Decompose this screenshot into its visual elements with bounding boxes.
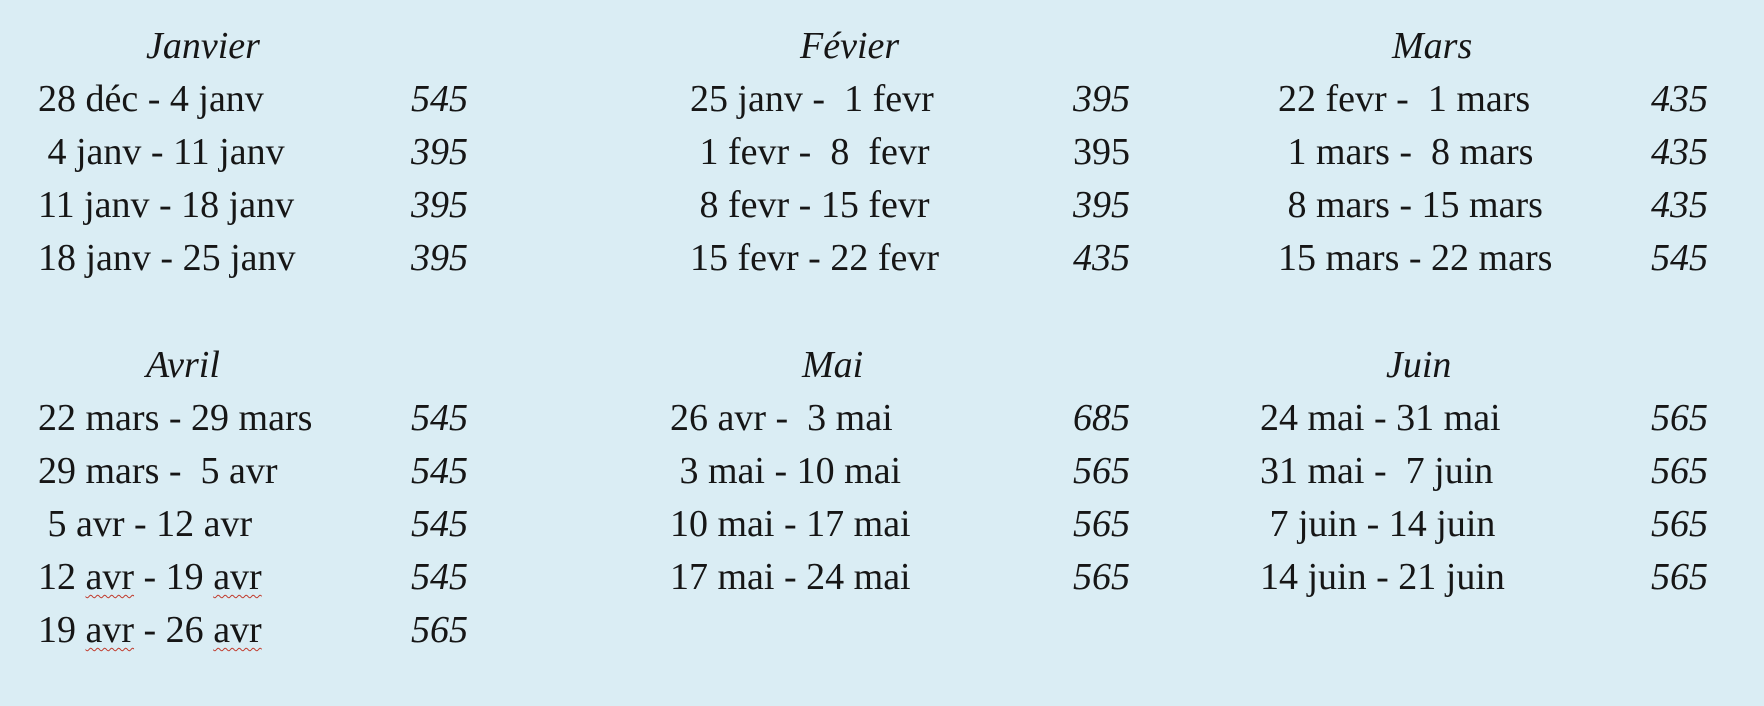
- week-dates: 5 avr - 12 avr: [38, 503, 253, 545]
- week-price: 565: [411, 609, 468, 651]
- week-dates: 10 mai - 17 mai: [670, 503, 911, 545]
- week-price: 545: [411, 556, 468, 598]
- week-dates: [38, 554, 262, 600]
- week-price: 565: [1651, 397, 1708, 439]
- week-dates: 25 janv - 1 fevr: [690, 78, 934, 120]
- week-price: 395: [411, 131, 468, 173]
- week-price: 395: [1073, 184, 1130, 226]
- week-price: 395: [1073, 78, 1130, 120]
- week-dates: 22 fevr - 1 mars: [1278, 78, 1531, 120]
- month-title: Mars: [1392, 25, 1473, 67]
- week-price: 545: [411, 78, 468, 120]
- week-row: [1258, 554, 1758, 600]
- week-dates: 28 déc - 4 janv: [38, 78, 264, 120]
- spellcheck-word: avr: [85, 609, 135, 651]
- month-title: Juin: [1386, 344, 1452, 386]
- week-row: [0, 607, 500, 653]
- spellcheck-word: avr: [85, 556, 135, 598]
- week-price: 435: [1651, 184, 1708, 226]
- month-title: Févier: [800, 25, 900, 67]
- spellcheck-word: avr: [213, 556, 262, 598]
- week-dates: 26 avr - 3 mai: [670, 397, 893, 439]
- month-title: Avril: [146, 344, 220, 386]
- week-dates: 15 mars - 22 mars: [1278, 237, 1553, 279]
- week-dates: 3 mai - 10 mai: [670, 450, 902, 492]
- date-text: - 26: [134, 609, 214, 651]
- week-price: 435: [1651, 131, 1708, 173]
- week-row: [654, 554, 1154, 600]
- week-dates: 8 fevr - 15 fevr: [690, 184, 930, 226]
- week-price: 565: [1073, 556, 1130, 598]
- week-dates: 18 janv - 25 janv: [38, 237, 296, 279]
- week-row: [0, 554, 500, 600]
- week-price: 395: [1073, 131, 1130, 173]
- week-row: [654, 448, 1154, 494]
- week-dates: 24 mai - 31 mai: [1260, 397, 1501, 439]
- week-row: [654, 182, 1154, 228]
- week-row: [0, 501, 500, 547]
- week-dates: 1 mars - 8 mars: [1278, 131, 1534, 173]
- week-row: [0, 395, 500, 441]
- week-dates: 29 mars - 5 avr: [38, 450, 278, 492]
- week-row: [0, 182, 500, 228]
- week-row: [654, 395, 1154, 441]
- week-row: [654, 501, 1154, 547]
- week-price: 545: [411, 450, 468, 492]
- week-price: 545: [411, 503, 468, 545]
- week-price: 565: [1073, 450, 1130, 492]
- week-row: [654, 129, 1154, 175]
- week-price: 435: [1073, 237, 1130, 279]
- month-title: Mai: [802, 344, 864, 386]
- week-price: 565: [1651, 556, 1708, 598]
- week-price: 565: [1651, 450, 1708, 492]
- week-dates: 15 fevr - 22 fevr: [690, 237, 940, 279]
- spellcheck-word: avr: [213, 609, 262, 651]
- week-price: 685: [1073, 397, 1130, 439]
- week-dates: 8 mars - 15 mars: [1278, 184, 1543, 226]
- week-row: [654, 76, 1154, 122]
- week-dates: 4 janv - 11 janv: [38, 131, 285, 173]
- week-price: 395: [411, 237, 468, 279]
- week-dates: 7 juin - 14 juin: [1260, 503, 1496, 545]
- week-row: [1258, 182, 1758, 228]
- week-row: [1258, 448, 1758, 494]
- week-dates: 11 janv - 18 janv: [38, 184, 295, 226]
- week-row: [1258, 501, 1758, 547]
- week-price: 565: [1651, 503, 1708, 545]
- date-text: - 19: [134, 556, 214, 598]
- week-dates: 31 mai - 7 juin: [1260, 450, 1494, 492]
- week-row: [1258, 76, 1758, 122]
- week-dates: 14 juin - 21 juin: [1260, 556, 1505, 598]
- week-row: [0, 448, 500, 494]
- week-price: 545: [1651, 237, 1708, 279]
- week-price: 565: [1073, 503, 1130, 545]
- week-dates: 22 mars - 29 mars: [38, 397, 313, 439]
- week-dates: [38, 607, 262, 653]
- date-text: 12: [38, 556, 86, 598]
- week-price: 435: [1651, 78, 1708, 120]
- month-title: Janvier: [146, 25, 260, 67]
- week-row: [0, 129, 500, 175]
- week-dates: 17 mai - 24 mai: [670, 556, 911, 598]
- week-row: [0, 235, 500, 281]
- week-price: 395: [411, 184, 468, 226]
- week-row: [1258, 129, 1758, 175]
- week-dates: 1 fevr - 8 fevr: [690, 131, 930, 173]
- week-row: [654, 235, 1154, 281]
- week-row: [1258, 235, 1758, 281]
- week-price: 545: [411, 397, 468, 439]
- date-text: 19: [38, 609, 86, 651]
- week-row: [1258, 395, 1758, 441]
- week-row: [0, 76, 500, 122]
